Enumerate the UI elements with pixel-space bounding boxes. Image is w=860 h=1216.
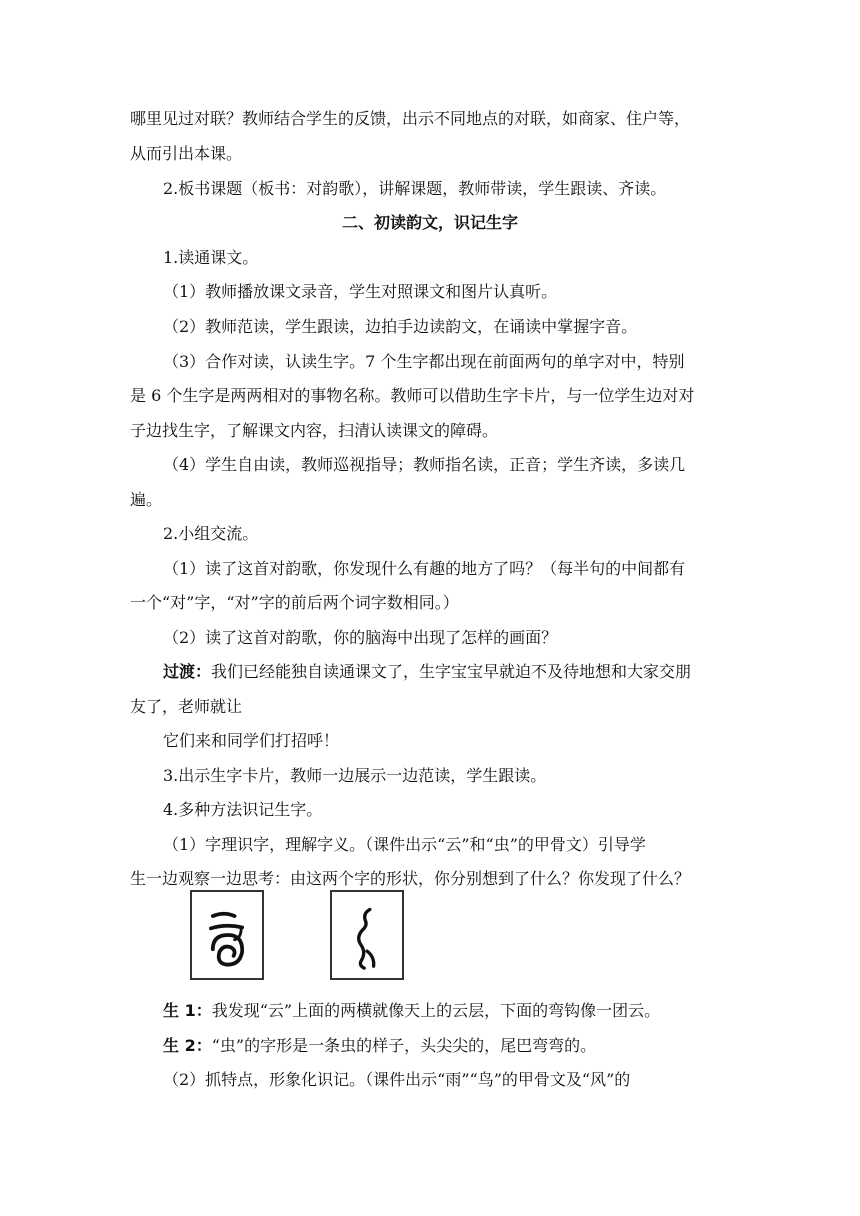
section-heading: 二、初读韵文，识记生字 xyxy=(341,213,518,232)
paragraph-line: 2.小组交流。 xyxy=(163,524,259,543)
paragraph-line: 2.板书课题（板书：对韵歌），讲解课题，教师带读，学生跟读、齐读。 xyxy=(163,179,667,198)
yun-oracle-glyph xyxy=(190,890,264,980)
paragraph-line: 它们来和同学们打招呼！ xyxy=(163,731,340,750)
paragraph-line: （1）字理识字，理解字义。（课件出示“云”和“虫”的甲骨文）引导学 xyxy=(163,835,646,854)
paragraph-line: （2）教师范读，学生跟读，边拍手边读韵文，在诵读中掌握字音。 xyxy=(163,317,638,336)
chong-glyph-icon xyxy=(332,892,402,978)
paragraph-line: （2）读了这首对韵歌，你的脑海中出现了怎样的画面？ xyxy=(163,628,558,647)
paragraph-line: 哪里见过对联？教师结合学生的反馈，出示不同地点的对联，如商家、住户等， xyxy=(130,109,691,128)
student-1-label: 生 1： xyxy=(163,1001,212,1020)
paragraph-line: 友了，老师就让 xyxy=(130,697,243,716)
transition-label: 过渡： xyxy=(163,662,212,681)
paragraph-line: 4.多种方法识记生字。 xyxy=(163,800,323,819)
paragraph-line: （4）学生自由读，教师巡视指导；教师指名读，正音；学生齐读，多读几 xyxy=(163,455,686,474)
paragraph-line: （3）合作对读，认读生字。7 个生字都出现在前面两句的单字对中，特别 xyxy=(163,352,685,371)
paragraph-line: （1）读了这首对韵歌，你发现什么有趣的地方了吗？（每半句的中间都有 xyxy=(163,559,686,578)
paragraph-line: 3.出示生字卡片，教师一边展示一边范读，学生跟读。 xyxy=(163,766,547,785)
paragraph-line: 一个“对”字，“对”字的前后两个词字数相同。） xyxy=(130,593,459,612)
paragraph-line: 生一边观察一边思考：由这两个字的形状，你分别想到了什么？你发现了什么？ xyxy=(130,869,691,888)
paragraph-line: 1.读通课文。 xyxy=(163,248,259,267)
paragraph-line: 是 6 个生字是两两相对的事物名称。教师可以借助生字卡片，与一位学生边对对 xyxy=(130,386,695,405)
student-1-text: 我发现“云”上面的两横就像天上的云层，下面的弯钩像一团云。 xyxy=(211,1001,661,1020)
paragraph-line: （1）教师播放课文录音，学生对照课文和图片认真听。 xyxy=(163,282,558,301)
paragraph-line xyxy=(163,1000,763,1022)
paragraph-line xyxy=(163,661,763,683)
student-2-label: 生 2： xyxy=(163,1036,212,1055)
paragraph-line: 子边找生字，了解课文内容，扫清认读课文的障碍。 xyxy=(130,421,499,440)
paragraph-line: 遍。 xyxy=(130,490,163,509)
chong-oracle-glyph xyxy=(330,890,404,980)
student-2-text: “虫”的字形是一条虫的样子，头尖尖的，尾巴弯弯的。 xyxy=(211,1036,597,1055)
transition-text: 我们已经能独自读通课文了，生字宝宝早就迫不及待地想和大家交朋 xyxy=(211,662,692,681)
paragraph-line: 从而引出本课。 xyxy=(130,144,243,163)
yun-glyph-icon xyxy=(192,892,262,978)
paragraph-line xyxy=(163,1035,763,1057)
paragraph-line: （2）抓特点，形象化识记。（课件出示“雨”“鸟”的甲骨文及“风”的 xyxy=(163,1070,631,1089)
